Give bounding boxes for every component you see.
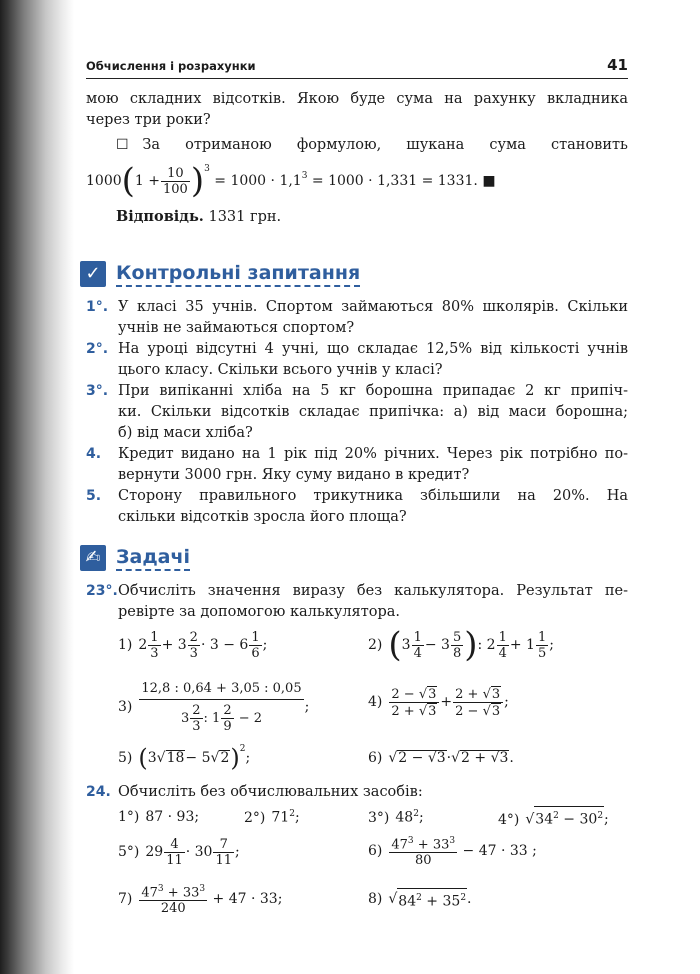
- answer-line: [116, 206, 281, 228]
- task-23-expr-5: 5) ( 3 √ 18 − 5 √ 2 ) $^2$ ;: [118, 744, 251, 772]
- answer-label: Відповідь.: [116, 208, 204, 225]
- task-24-expr-5: 5°) 29 $\frac{4}{11}$ · 30 $\frac{7}{11}$ ;: [118, 836, 240, 868]
- question-number: 3°.: [86, 383, 109, 399]
- question-number: 4.: [86, 446, 102, 462]
- intro-line-1: мою складних відсотків. Якою буде сума на рахунку вкладника: [86, 91, 628, 107]
- task-23-expr-6: 6) √ 2 − √3 · √ 2 + √3 .: [368, 750, 514, 766]
- question-number: 1°.: [86, 299, 109, 315]
- task-number: 23°.: [86, 583, 118, 599]
- solution-end-square-icon: ■: [482, 173, 496, 189]
- question-2: На уроці відсутні 4 учні, що складає 12,5% від кількості учнів цього класу. Скільки всього учнів у класі?: [118, 341, 628, 378]
- solution-start-square-icon: ☐: [116, 137, 129, 153]
- question-3: При випіканні хліба на 5 кг борошна припадає 2 кг припіч- ки. Скільки відсотків складає припічка: а) від маси борошна; б) від маси хліба?: [118, 383, 628, 441]
- task-24-expr-8: 8) √ $84^2 + 35^2$ .: [368, 884, 472, 914]
- formula-lead: 1000: [86, 173, 122, 189]
- control-questions-heading: [80, 259, 360, 289]
- question-number: 2°.: [86, 341, 109, 357]
- tasks-heading: [80, 543, 190, 573]
- section-title: Контрольні запитання: [116, 262, 360, 287]
- solution-word: шукана: [406, 137, 465, 153]
- task-23-expr-1: 1) 2 $\frac{1}{3}$ + 3 $\frac{2}{3}$ · 3 − 6 $\frac{1}{6}$ ;: [118, 629, 268, 661]
- task-24-expr-6: 6) $\frac{47^3 + 33^3}{80}$ − 47 · 33 ;: [368, 835, 537, 869]
- formula-power: 3: [204, 164, 210, 174]
- pencil-icon: ✍: [80, 545, 106, 571]
- page-number: 41: [607, 56, 628, 74]
- task-24-row-1: [118, 806, 628, 830]
- solution-word: сума: [489, 137, 526, 153]
- question-5: Сторону правильного трикутника збільшили на 20%. На скільки відсотків зросла його площа?: [118, 488, 628, 525]
- formula-rhs: = 1000 · 1,1: [214, 173, 302, 189]
- header-title: Обчислення і розрахунки: [86, 59, 256, 73]
- running-header: [86, 56, 628, 79]
- solution-word: формулою,: [296, 137, 382, 153]
- formula-one-plus: 1 +: [134, 173, 160, 189]
- task-23-expr-4: 4) $\frac{2 - √3}{2 + √3}$ + $\frac{2 + √3}{2 - √3}$ ;: [368, 686, 509, 719]
- task-24-expr-4: 4°) $√34^2 - 30^2$;: [498, 806, 609, 828]
- question-number: 5.: [86, 488, 102, 504]
- solution-line: [116, 135, 628, 156]
- task-24-expr-2: 2°) $71^2$;: [244, 809, 300, 826]
- task-24-expr-1: 1°) 87 · 93;: [118, 809, 200, 825]
- formula-result: = 1000 · 1,331 = 1331.: [311, 173, 478, 189]
- task-24-text: Обчисліть без обчислювальних засобів:: [118, 784, 423, 800]
- task-23-text: Обчисліть значення виразу без калькулятора. Результат пе- ревірте за допомогою калькулятора.: [118, 583, 628, 620]
- solution-word: становить: [551, 137, 628, 153]
- task-23-expr-3: 3) 12,8 : 0,64 + 3,05 : 0,05 3 $\frac{2}{3}$ : 1 $\frac{2}{9}$ − 2 ;: [118, 680, 310, 734]
- task-number: 24.: [86, 784, 111, 800]
- compound-interest-formula: 1000 ( 1 + $\frac{10}{100}$ ) $^3$ = 1000 · 1,1 $^3$ = 1000 · 1,331 = 1331. ■: [86, 161, 496, 201]
- task-23-expr-2: 2) ( 3 $\frac{1}{4}$ − 3 $\frac{5}{8}$ ) : 2 $\frac{1}{4}$ + 1 $\frac{1}{5}$ ;: [368, 625, 554, 665]
- question-1: У класі 35 учнів. Спортом займаються 80% школярів. Скільки учнів не займаються спортом?: [118, 299, 628, 336]
- intro-line-2: через три роки?: [86, 112, 211, 128]
- task-24-expr-7: 7) $\frac{47^3 + 33^3}{240}$ + 47 · 33;: [118, 883, 283, 917]
- task-24-expr-3: 3°) $48^2$;: [368, 809, 424, 826]
- section-title: Задачі: [116, 546, 190, 571]
- question-4: Кредит видано на 1 рік під 20% річних. Через рік потрібно по- вернути 3000 грн. Яку суму видано в кредит?: [118, 446, 628, 483]
- checkmark-icon: ✓: [80, 261, 106, 287]
- answer-value: 1331 грн.: [208, 209, 282, 225]
- formula-fraction: $\frac{10}{100}$: [163, 165, 188, 197]
- solution-word: За: [142, 137, 161, 153]
- solution-word: отриманою: [185, 137, 272, 153]
